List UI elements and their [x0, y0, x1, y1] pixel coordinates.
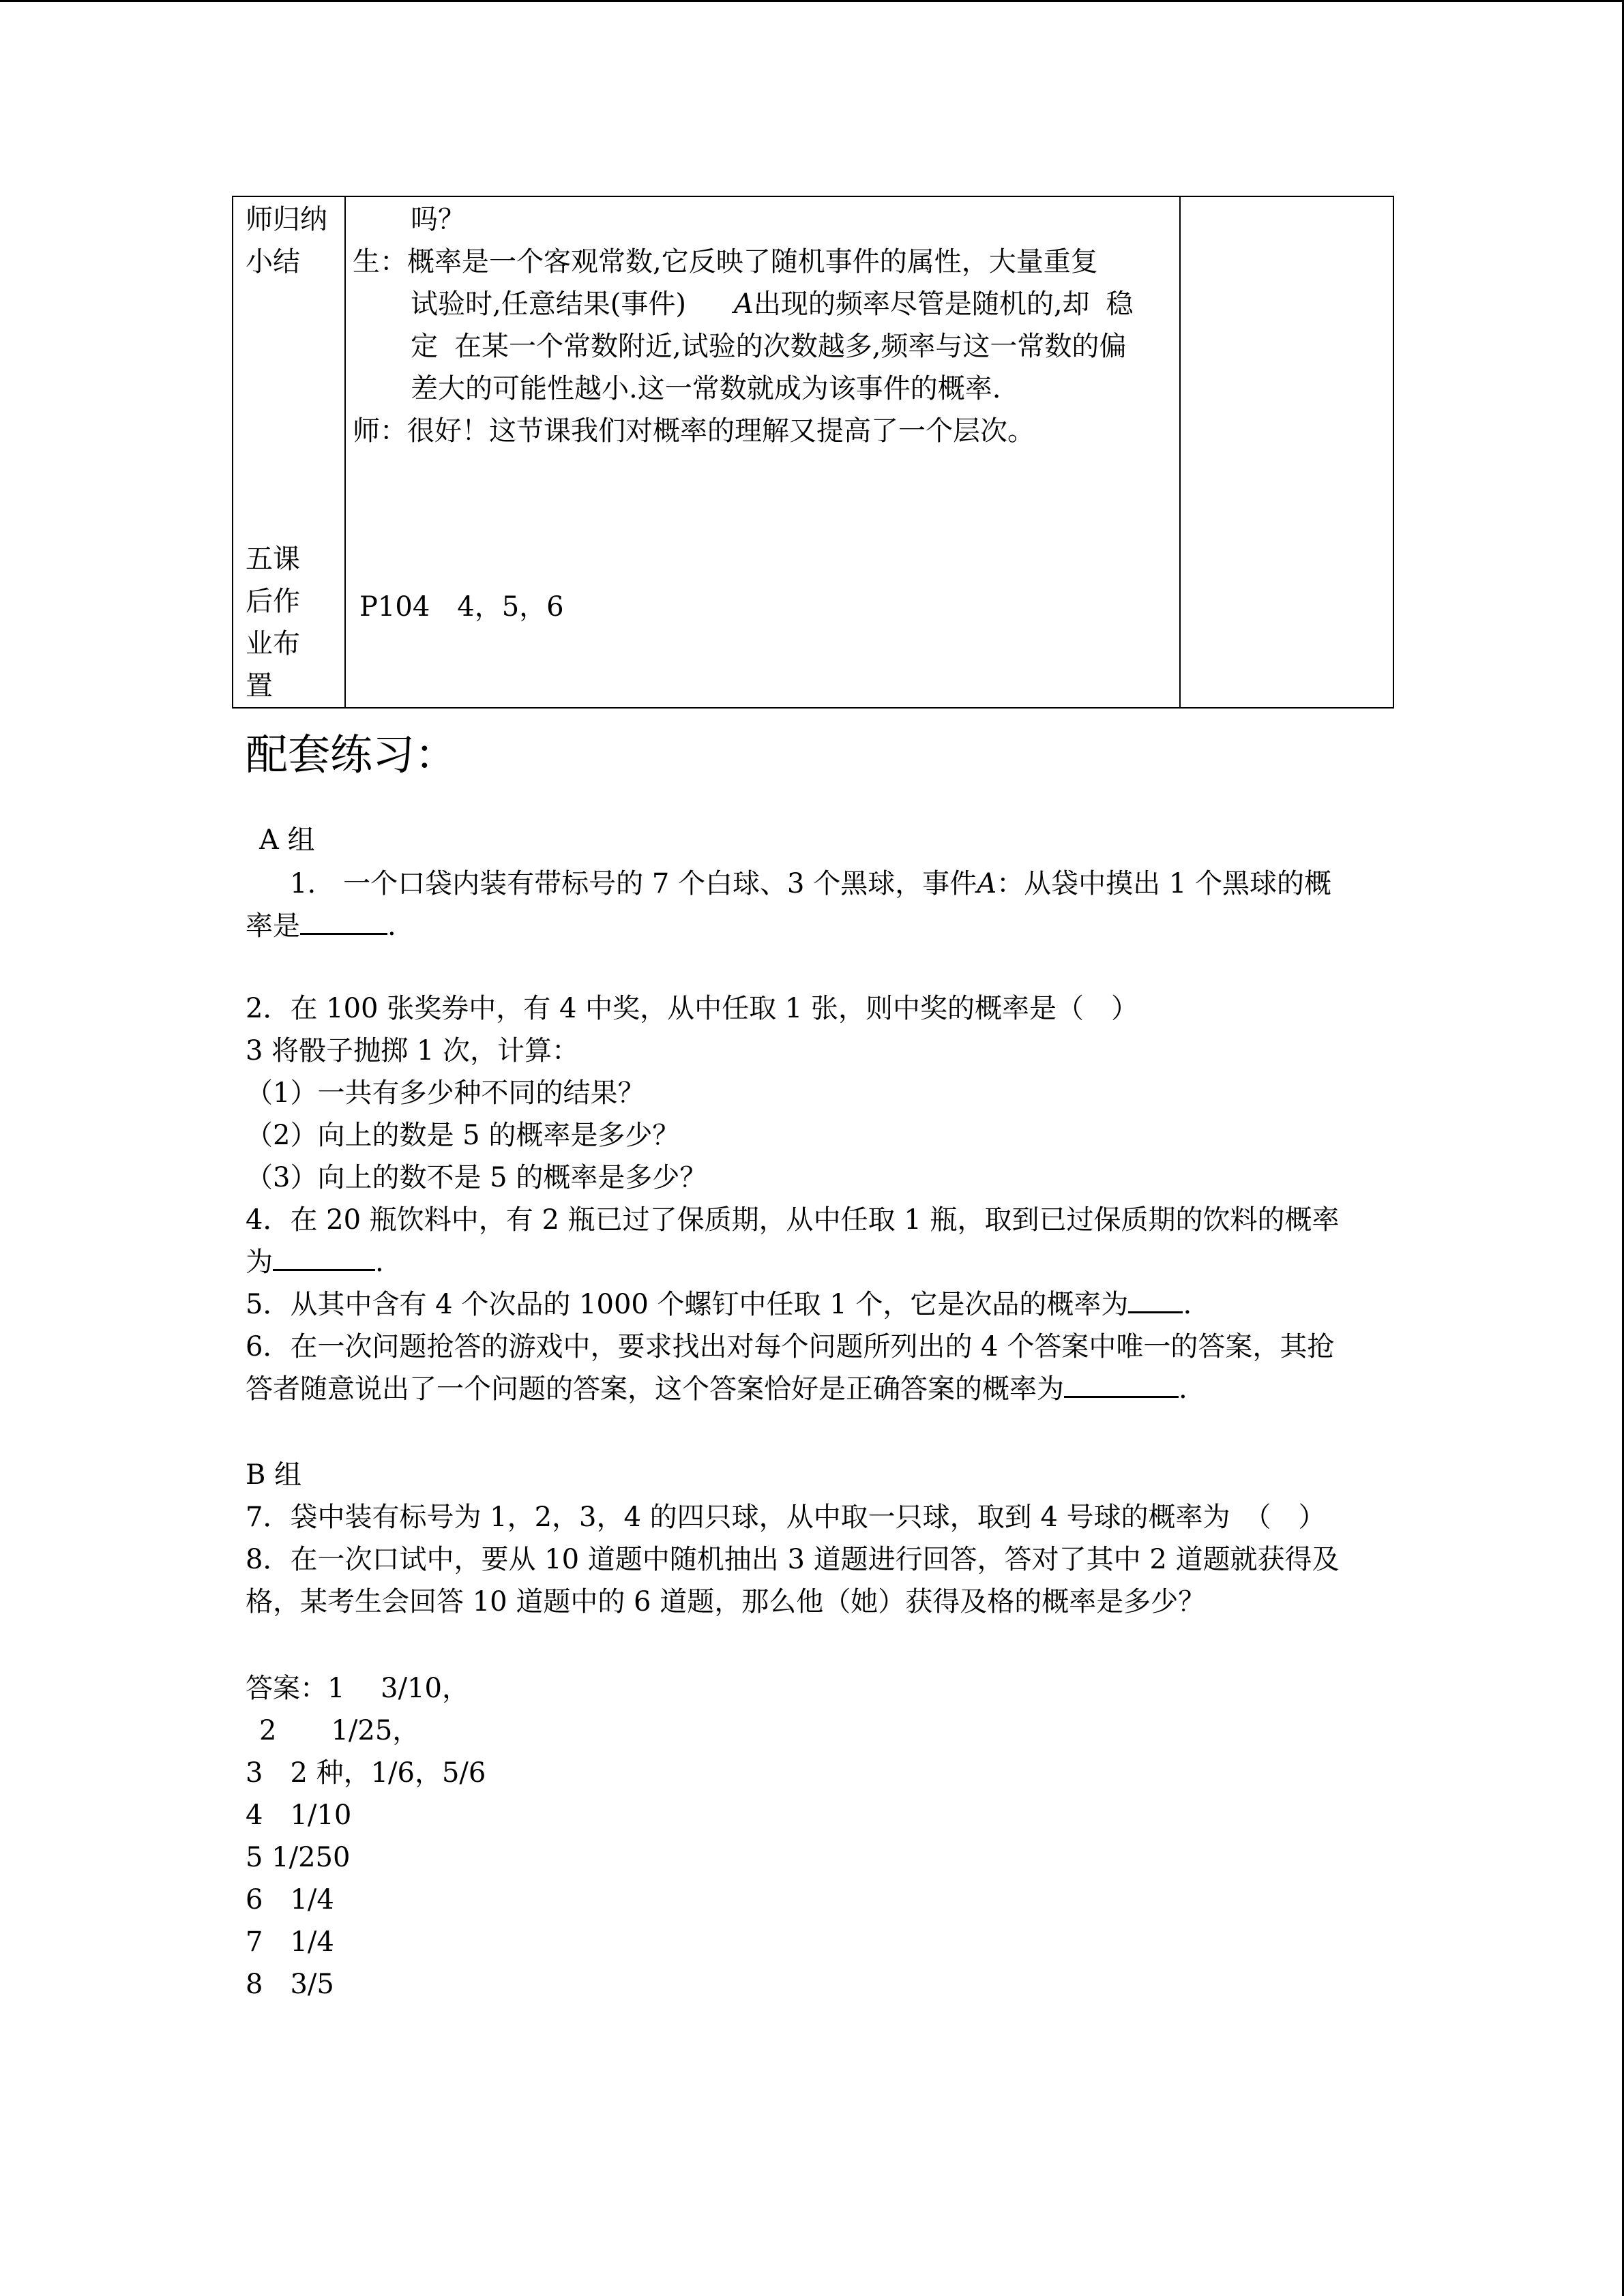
answer-blank[interactable]	[1128, 1284, 1183, 1313]
row-label-summary: 师归纳小结	[246, 204, 327, 278]
answer-7: 7 1/4	[246, 1926, 334, 1958]
table-column-divider	[1179, 197, 1181, 707]
event-a-symbol: A	[977, 868, 997, 899]
table-column-divider	[344, 197, 346, 707]
summary-line-1: 吗？	[411, 204, 465, 235]
summary-line-3: 试验时,任意结果(事件) A出现的频率尽管是随机的,却 稳	[411, 288, 1134, 320]
answer-blank[interactable]	[273, 1242, 375, 1271]
event-a-symbol: A	[733, 288, 754, 320]
homework-content: P104 4，5，6	[359, 591, 564, 623]
answer-2: 2 1/25，	[259, 1715, 420, 1746]
question-3: 3 将骰子抛掷 1 次，计算：	[246, 1035, 580, 1067]
lesson-table	[232, 196, 1394, 709]
summary-line-2: 生：概率是一个客观常数,它反映了随机事件的属性，大量重复	[353, 246, 1098, 278]
question-6-line-1: 6．在一次问题抢答的游戏中，要求找出对每个问题所列出的 4 个答案中唯一的答案，其抢	[246, 1331, 1335, 1362]
group-a-label: A 组	[259, 824, 315, 856]
summary-line-5: 差大的可能性越小.这一常数就成为该事件的概率.	[411, 373, 1001, 404]
question-8-line-2: 格，某考生会回答 10 道题中的 6 道题，那么他（她）获得及格的概率是多少？	[246, 1586, 1206, 1617]
question-1-line-2: 率是 .	[246, 905, 396, 947]
answer-blank[interactable]	[1064, 1369, 1179, 1398]
answer-6: 6 1/4	[246, 1884, 334, 1915]
question-4-line-2: 为 .	[246, 1241, 384, 1283]
question-2: 2．在 100 张奖券中，有 4 中奖，从中任取 1 张，则中奖的概率是（ ）	[246, 993, 1138, 1024]
question-4-line-1: 4．在 20 瓶饮料中，有 2 瓶已过了保质期，从中任取 1 瓶，取到已过保质期的饮料的概率	[246, 1204, 1340, 1236]
answer-8: 8 3/5	[246, 1969, 334, 2000]
summary-line-6: 师：很好！这节课我们对概率的理解又提高了一个层次。	[353, 415, 1035, 447]
question-3-part-2: （2）向上的数是 5 的概率是多少？	[246, 1120, 680, 1151]
question-7: 7．袋中装有标号为 1，2，3，4 的四只球，从中取一只球，取到 4 号球的概率为 （ ）	[246, 1502, 1326, 1533]
answer-blank[interactable]	[300, 906, 387, 935]
answer-1: 答案：1 3/10，	[246, 1673, 469, 1704]
question-3-part-1: （1）一共有多少种不同的结果？	[246, 1077, 645, 1109]
answer-3: 3 2 种，1/6，5/6	[246, 1757, 486, 1789]
group-b-label: B 组	[246, 1459, 302, 1491]
answer-5: 5 1/250	[246, 1842, 351, 1873]
question-1-line-1: 1. 一个口袋内装有带标号的 7 个白球、3 个黑球，事件A：从袋中摸出 1 个黑球的概	[290, 868, 1331, 899]
question-8-line-1: 8．在一次口试中，要从 10 道题中随机抽出 3 道题进行回答，答对了其中 2 道题就获得及	[246, 1544, 1340, 1575]
question-3-part-3: （3）向上的数不是 5 的概率是多少？	[246, 1162, 707, 1193]
question-5: 5．从其中含有 4 个次品的 1000 个螺钉中任取 1 个，它是次品的概率为 .	[246, 1283, 1192, 1326]
answer-4: 4 1/10	[246, 1800, 352, 1831]
question-6-line-2: 答者随意说出了一个问题的答案，这个答案恰好是正确答案的概率为 .	[246, 1368, 1187, 1410]
exercise-heading: 配套练习：	[246, 730, 458, 779]
page-top-border	[0, 0, 1624, 2]
summary-line-4: 定 在某一个常数附近,试验的次数越多,频率与这一常数的偏	[411, 331, 1127, 362]
row-label-homework: 五课后作业布置	[246, 543, 300, 702]
